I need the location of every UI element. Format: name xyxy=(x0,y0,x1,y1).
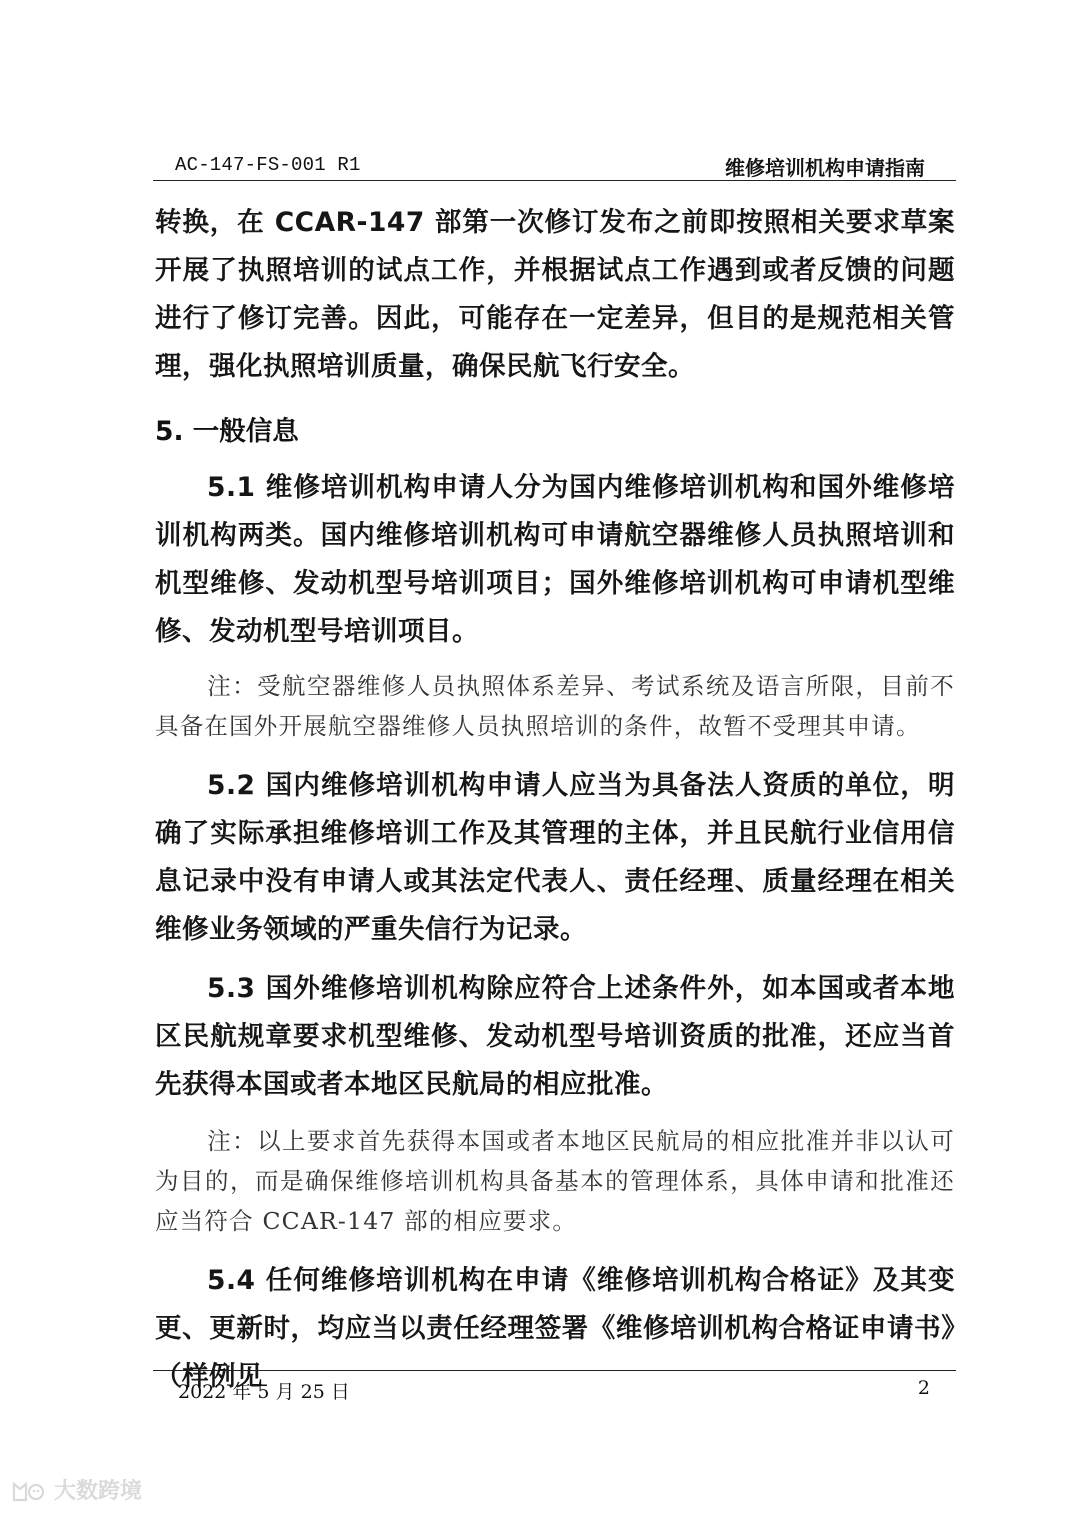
paragraph-5-3 xyxy=(155,965,955,1109)
note-1 xyxy=(155,666,955,746)
section-heading: 5. 一般信息 xyxy=(155,416,299,447)
paragraph-5-4-text: 5.4 任何维修培训机构在申请《维修培训机构合格证》及其变更、更新时，均应当以责任经理签署《维修培训机构合格证申请书》（样例见 xyxy=(155,1265,955,1392)
paragraph-5-3-text: 5.3 国外维修培训机构除应符合上述条件外，如本国或者本地区民航规章要求机型维修、发动机型号培训资质的批准，还应当首先获得本国或者本地区民航局的相应批准。 xyxy=(155,973,955,1100)
header-divider xyxy=(153,180,956,181)
paragraph-5-2 xyxy=(155,762,955,954)
document-id: AC-147-FS-001 R1 xyxy=(175,154,361,176)
watermark xyxy=(10,1474,142,1505)
footer-divider xyxy=(153,1370,956,1371)
note-1-text: 注：受航空器维修人员执照体系差异、考试系统及语言所限，目前不具备在国外开展航空器维修人员执照培训的条件，故暂不受理其申请。 xyxy=(155,672,955,740)
note-2-text: 注：以上要求首先获得本国或者本地区民航局的相应批准并非以认可为目的，而是确保维修培训机构具备基本的管理体系，具体申请和批准还应当符合 CCAR-147 部的相应要求。 xyxy=(155,1127,955,1235)
paragraph-5-2-text: 5.2 国内维修培训机构申请人应当为具备法人资质的单位，明确了实际承担维修培训工作及其管理的主体，并且民航行业信用信息记录中没有申请人或其法定代表人、责任经理、质量经理在相关维修业务领域的严重失信行为记录。 xyxy=(155,770,955,945)
page-number: 2 xyxy=(917,1377,930,1399)
note-2 xyxy=(155,1121,955,1241)
paragraph-5-1-text: 5.1 维修培训机构申请人分为国内维修培训机构和国外维修培训机构两类。国内维修培训机构可申请航空器维修人员执照培训和机型维修、发动机型号培训项目；国外维修培训机构可申请机型维修、发动机型号培训项目。 xyxy=(155,472,955,647)
watermark-text: 大数跨境 xyxy=(54,1479,143,1504)
cat-head-logo-icon xyxy=(10,1476,50,1504)
document-title: 维修培训机构申请指南 xyxy=(725,156,925,180)
intro-paragraph: 转换，在 CCAR-147 部第一次修订发布之前即按照相关要求草案开展了执照培训的试点工作，并根据试点工作遇到或者反馈的问题进行了修订完善。因此，可能存在一定差异，但目的是规范相关管理，强化执照培训质量，确保民航飞行安全。 xyxy=(155,207,955,382)
paragraph-5-1 xyxy=(155,464,955,656)
footer-date: 2022 年 5 月 25 日 xyxy=(178,1381,350,1403)
